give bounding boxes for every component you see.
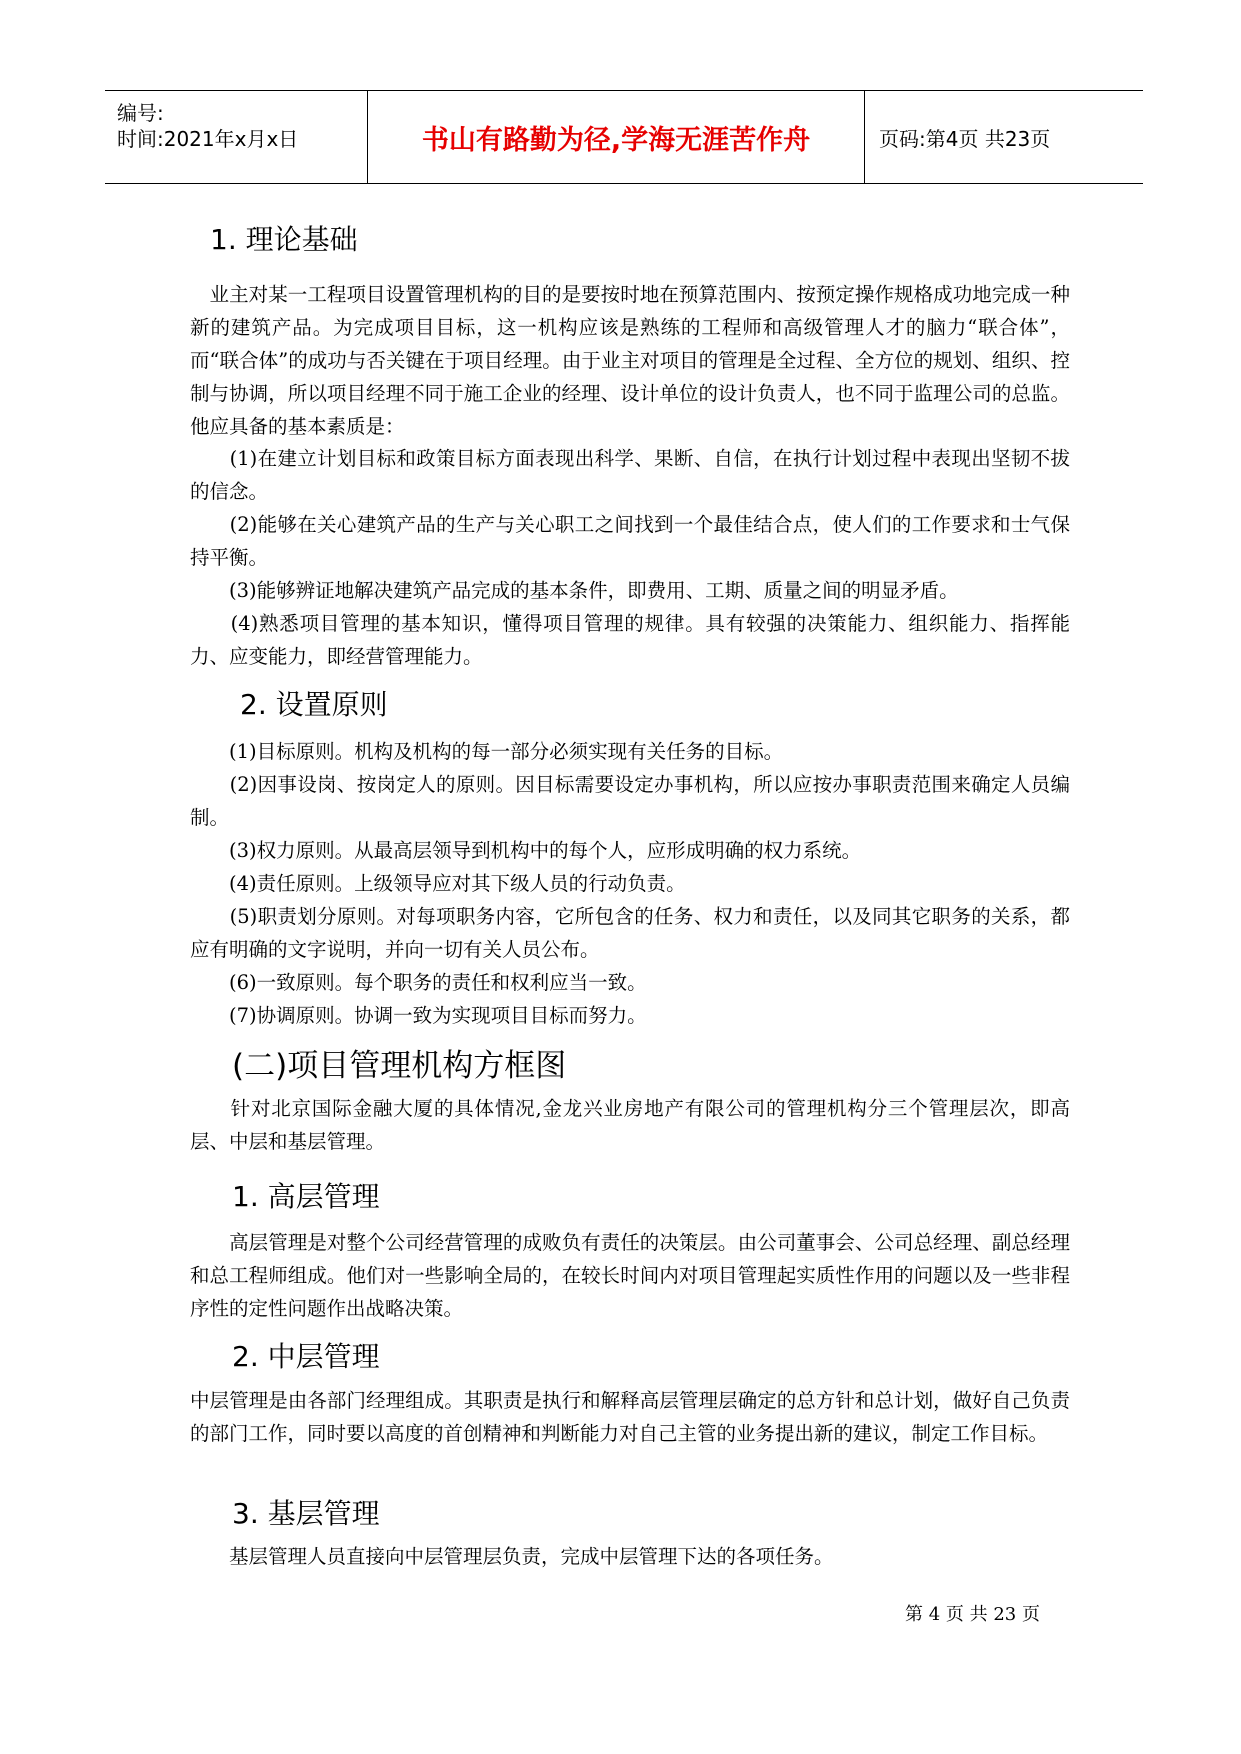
paragraph: (2)能够在关心建筑产品的生产与关心职工之间找到一个最佳结合点，使人们的工作要求和士气保持平衡。 bbox=[190, 513, 1070, 569]
paragraph: 高层管理是对整个公司经营管理的成败负有责任的决策层。由公司董事会、公司总经理、副总经理和总工程师组成。他们对一些影响全局的，在较长时间内对项目管理起实质性作用的问题以及一些非程序性的定性问题作出战略决策。 bbox=[190, 1231, 1070, 1320]
paragraph: (1)目标原则。机构及机构的每一部分必须实现有关任务的目标。 bbox=[190, 740, 784, 763]
paragraph: (2)因事设岗、按岗定人的原则。因目标需要设定办事机构，所以应按办事职责范围来确定人员编制。 bbox=[190, 773, 1070, 829]
section-heading: 3. 基层管理 bbox=[232, 1497, 380, 1530]
paragraph: (7)协调原则。协调一致为实现项目目标而努力。 bbox=[190, 1004, 647, 1027]
document-number-label: 编号: bbox=[117, 101, 164, 125]
header-left-cell bbox=[105, 91, 368, 183]
document-time-label: 时间:2021年x月x日 bbox=[117, 127, 299, 151]
header-page-info: 页码:第4页 共23页 bbox=[879, 126, 1051, 151]
page-header bbox=[105, 90, 1143, 184]
section-heading: 1. 高层管理 bbox=[232, 1180, 380, 1213]
paragraph: 针对北京国际金融大厦的具体情况,金龙兴业房地产有限公司的管理机构分三个管理层次，即高层、中层和基层管理。 bbox=[190, 1097, 1070, 1153]
header-motto-cell bbox=[368, 91, 865, 183]
paragraph: (3)权力原则。从最高层领导到机构中的每个人，应形成明确的权力系统。 bbox=[190, 839, 862, 862]
paragraph: 中层管理是由各部门经理组成。其职责是执行和解释高层管理层确定的总方针和总计划，做好自己负责的部门工作，同时要以高度的首创精神和判断能力对自己主管的业务提出新的建议，制定工作目标。 bbox=[190, 1389, 1070, 1445]
page-footer: 第 4 页 共 23 页 bbox=[905, 1604, 1040, 1625]
section-heading: 2. 中层管理 bbox=[232, 1340, 380, 1373]
paragraph: 基层管理人员直接向中层管理层负责，完成中层管理下达的各项任务。 bbox=[190, 1545, 834, 1568]
paragraph: (6)一致原则。每个职务的责任和权利应当一致。 bbox=[190, 971, 647, 994]
header-motto: 书山有路勤为径,学海无涯苦作舟 bbox=[421, 124, 811, 156]
paragraph: (4)责任原则。上级领导应对其下级人员的行动负责。 bbox=[190, 872, 686, 895]
paragraph: 业主对某一工程项目设置管理机构的目的是要按时地在预算范围内、按预定操作规格成功地完成一种新的建筑产品。为完成项目目标，这一机构应该是熟练的工程师和高级管理人才的脑力“联合体”，而“联合体”的成功与否关键在于项目经理。由于业主对项目的管理是全过程、全方位的规划、组织、控制与协调，所以项目经理不同于施工企业的经理、设计单位的设计负责人，也不同于监理公司的总监。他应具备的基本素质是： bbox=[190, 283, 1070, 438]
paragraph: (3)能够辨证地解决建筑产品完成的基本条件，即费用、工期、质量之间的明显矛盾。 bbox=[190, 579, 959, 602]
section-heading: 2. 设置原则 bbox=[240, 688, 388, 721]
header-page-cell bbox=[865, 91, 1143, 183]
paragraph: (4)熟悉项目管理的基本知识，懂得项目管理的规律。具有较强的决策能力、组织能力、指挥能力、应变能力，即经营管理能力。 bbox=[190, 612, 1070, 668]
paragraph: (1)在建立计划目标和政策目标方面表现出科学、果断、自信，在执行计划过程中表现出坚韧不拔的信念。 bbox=[190, 447, 1070, 503]
section-heading: 1. 理论基础 bbox=[210, 223, 358, 256]
section-heading: (二)项目管理机构方框图 bbox=[232, 1048, 567, 1084]
paragraph: (5)职责划分原则。对每项职务内容，它所包含的任务、权力和责任，以及同其它职务的关系，都应有明确的文字说明，并向一切有关人员公布。 bbox=[190, 905, 1070, 961]
